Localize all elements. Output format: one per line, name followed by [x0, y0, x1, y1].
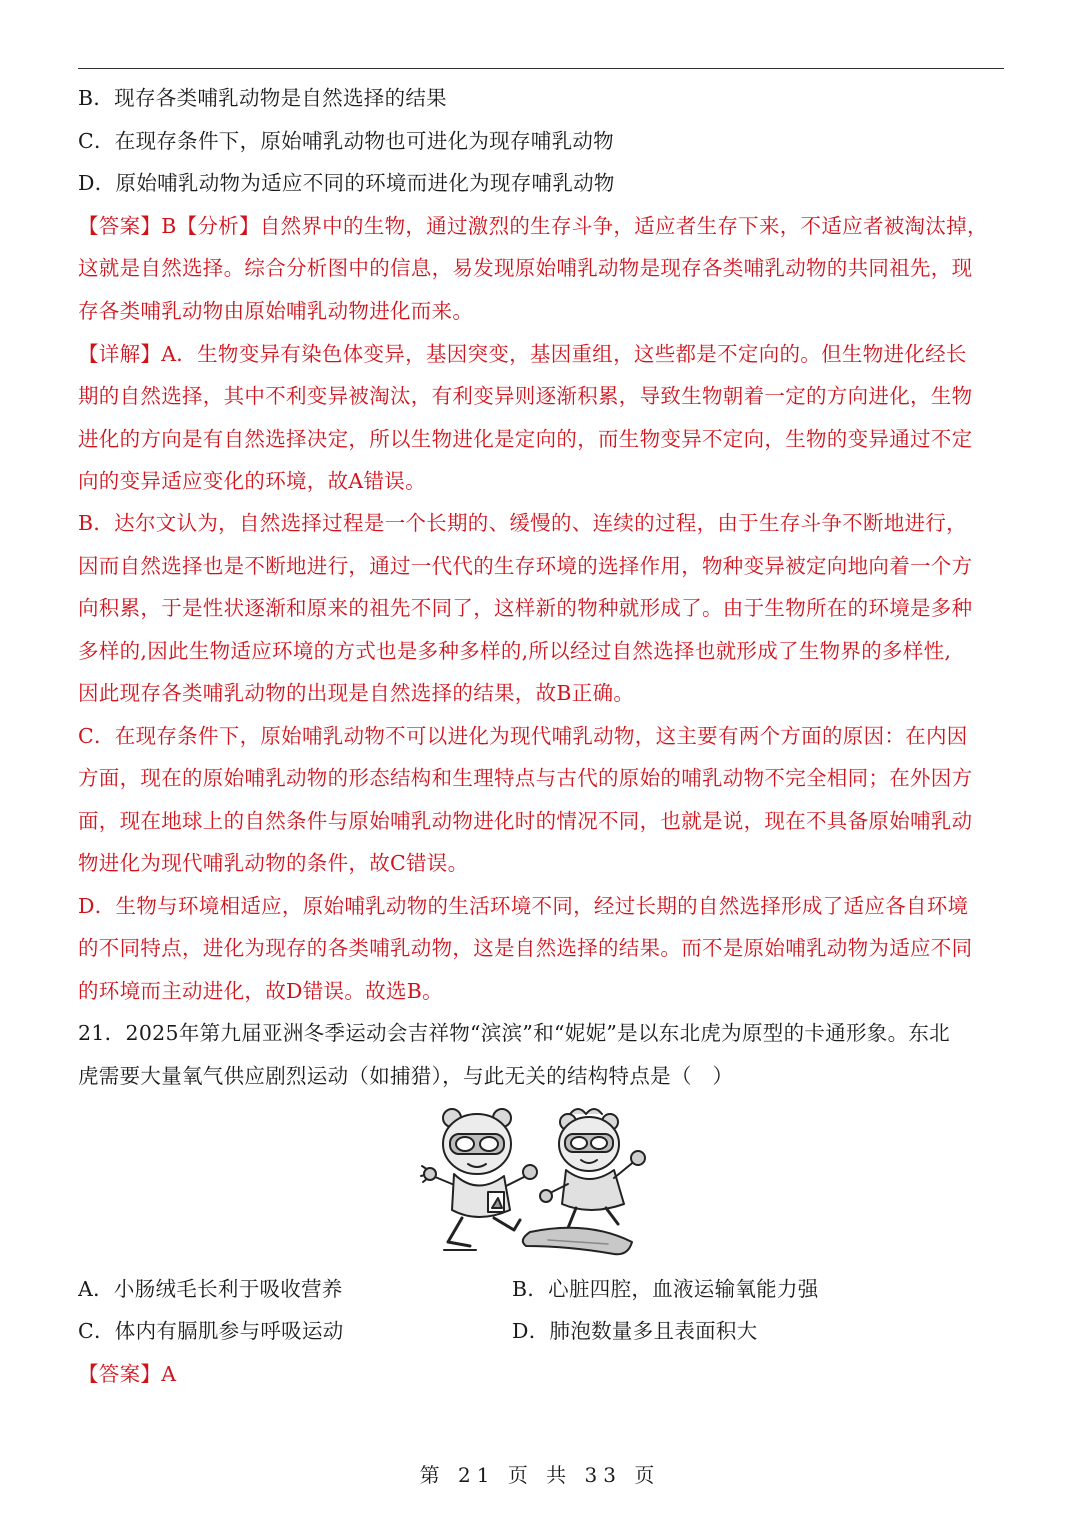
explanation-line: C．在现存条件下，原始哺乳动物不可以进化为现代哺乳动物，这主要有两个方面的原因：在内因	[78, 724, 968, 748]
nini-mascot-icon	[523, 1109, 645, 1254]
binbin-mascot-icon	[421, 1109, 537, 1250]
analysis-line: 这就是自然选择。综合分析图中的信息，易发现原始哺乳动物是现存各类哺乳动物的共同祖先，现	[78, 256, 973, 280]
option-d-prev: D．原始哺乳动物为适应不同的环境而进化为现存哺乳动物	[78, 171, 615, 195]
option-b: B．心脏四腔，血液运输氧能力强	[512, 1277, 819, 1301]
explanation-line: 面，现在地球上的自然条件与原始哺乳动物进化时的情况不同，也就是说，现在不具备原始哺乳动	[78, 809, 973, 833]
explanation-line: 期的自然选择，其中不利变异被淘汰，有利变异则逐渐积累，导致生物朝着一定的方向进化，生物	[78, 384, 973, 408]
explanation-line: 的环境而主动进化，故D错误。故选B。	[78, 979, 443, 1003]
explanation-line: 因而自然选择也是不断地进行，通过一代代的生存环境的选择作用，物种变异被定向地向着一个方	[78, 554, 973, 578]
option-b-prev: B．现存各类哺乳动物是自然选择的结果	[78, 86, 447, 110]
explanation-line: B．达尔文认为，自然选择过程是一个长期的、缓慢的、连续的过程，由于生存斗争不断地进行，	[78, 511, 967, 535]
option-d: D．肺泡数量多且表面积大	[512, 1319, 758, 1343]
answer-analysis-line: 【答案】B【分析】自然界中的生物，通过激烈的生存斗争，适应者生存下来，不适应者被淘汰掉，	[78, 214, 988, 238]
question-21-stem: 虎需要大量氧气供应剧烈运动（如捕猎），与此无关的结构特点是（ ）	[78, 1064, 734, 1088]
explanation-line: 向积累，于是性状逐渐和原来的祖先不同了，这样新的物种就形成了。由于生物所在的环境是多种	[78, 596, 973, 620]
option-c: C．体内有膈肌参与呼吸运动	[78, 1319, 344, 1343]
explanation-line: 物进化为现代哺乳动物的条件，故C错误。	[78, 851, 469, 875]
explanation-line: 因此现存各类哺乳动物的出现是自然选择的结果，故B正确。	[78, 681, 635, 705]
page-footer: 第 21 页 共 33 页	[419, 1463, 661, 1487]
explanation-line: 多样的,因此生物适应环境的方式也是多种多样的,所以经过自然选择也就形成了生物界的多样性,	[78, 639, 952, 663]
explanation-line: D．生物与环境相适应，原始哺乳动物的生活环境不同，经过长期的自然选择形成了适应各自环境	[78, 894, 969, 918]
explanation-line: 的不同特点，进化为现存的各类哺乳动物，这是自然选择的结果。而不是原始哺乳动物为适应不同	[78, 936, 973, 960]
explanation-line: 进化的方向是有自然选择决定，所以生物进化是定向的，而生物变异不定向，生物的变异通过不定	[78, 427, 973, 451]
option-c-prev: C．在现存条件下，原始哺乳动物也可进化为现存哺乳动物	[78, 129, 614, 153]
answer-21: 【答案】A	[78, 1362, 177, 1386]
option-a: A．小肠绒毛长利于吸收营养	[78, 1277, 343, 1301]
explanation-line: 方面，现在的原始哺乳动物的形态结构和生理特点与古代的原始的哺乳动物不完全相同；在外因方	[78, 766, 973, 790]
explanation-line: 【详解】A．生物变异有染色体变异，基因突变，基因重组，这些都是不定向的。但生物进化经长	[78, 342, 967, 366]
explanation-line: 向的变异适应变化的环境，故A错误。	[78, 469, 426, 493]
mascot-illustration	[418, 1100, 654, 1258]
question-21-stem: 21．2025年第九届亚洲冬季运动会吉祥物“滨滨”和“妮妮”是以东北虎为原型的卡通形象。东北	[78, 1021, 950, 1045]
header-rule	[78, 68, 1004, 69]
analysis-line: 存各类哺乳动物由原始哺乳动物进化而来。	[78, 299, 474, 323]
